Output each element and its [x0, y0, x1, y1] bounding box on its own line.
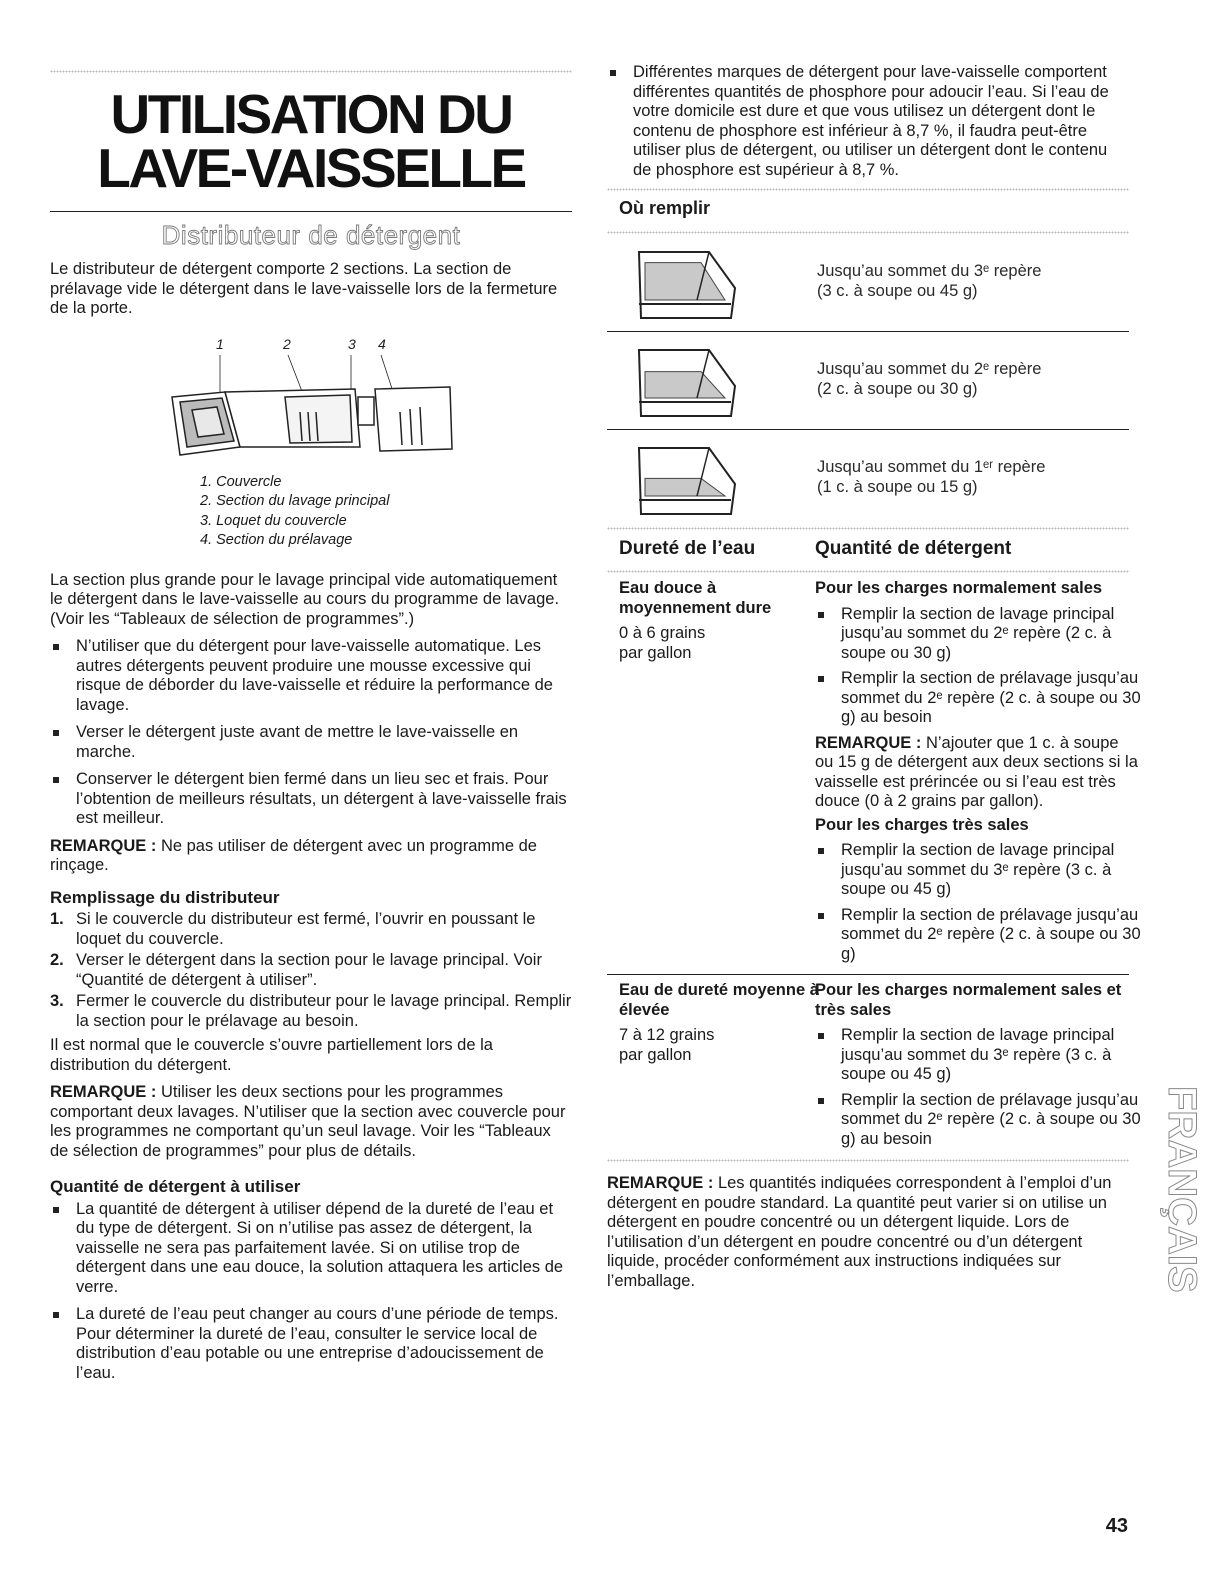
grains-unit: par gallon [619, 1045, 692, 1064]
remark-label: REMARQUE : [815, 733, 922, 752]
title-line-1: UTILISATION DU [110, 83, 512, 145]
caption-4: 4. Section du prélavage [200, 532, 353, 548]
step-text: Si le couvercle du distributeur est fermé, l’ouvrir en poussant le loquet du couvercle. [76, 910, 536, 948]
load-heading: Pour les charges normalement sales [815, 579, 1103, 597]
side-tab-text: FRANÇAIS [1160, 1086, 1204, 1293]
step-number: 2. [50, 951, 64, 969]
fill-level-text [817, 262, 1041, 301]
figure-number-1: 1 [216, 335, 224, 352]
lid-open-paragraph: Il est normal que le couvercle s’ouvre partiellement lors de la distribution du détergent. [50, 1036, 493, 1074]
figure-captions [50, 473, 572, 551]
remark-text: Les quantités indiquées correspondent à l’emploi d’un détergent en poudre standard. La quantité peut varier si on utilise un détergent en poudre concentré ou un détergent liquide. Lors de l’utilisation d’un détergent en poudre concentré ou d’un détergent liquide, procéder conformément aux instructions indiquées sur l’emballage. [607, 1174, 1112, 1290]
cup-1-icon [635, 444, 739, 516]
bullet-item: Remplir la section de lavage principal jusqu’au sommet du 3ᵉ repère (3 c. à soupe ou 45 g) [815, 841, 1141, 900]
remark-bottom [607, 1174, 1129, 1291]
intro-paragraph: Le distributeur de détergent comporte 2 sections. La section de prélavage vide le détergent dans le lave-vaisselle lors de la fermeture de la porte. [50, 260, 558, 317]
remark-text: Utiliser les deux sections pour les programmes comportant deux lavages. N’utiliser que la section avec couvercle pour les programmes ne comportant qu’un seul lavage. Voir les “Tableaux de sélection de programmes” pour plus de détails. [50, 1083, 566, 1160]
fill-level-text [817, 458, 1045, 497]
fill-level-amount: (1 c. à soupe ou 15 g) [817, 477, 978, 496]
water-cell [619, 573, 827, 970]
grains: 7 à 12 grains [619, 1026, 715, 1044]
rule [607, 527, 1129, 530]
fill-level-text [817, 360, 1041, 399]
load-heading: Pour les charges normalement sales et très sales [815, 981, 1122, 1019]
step-item [50, 992, 572, 1031]
col-quantity: Quantité de détergent [815, 538, 1012, 559]
bullet-item: Remplir la section de prélavage jusqu’au sommet du 2ᵉ repère (2 c. à soupe ou 30 g) au besoin [815, 669, 1141, 728]
bullet-item: N’utiliser que du détergent pour lave-vaisselle automatique. Les autres détergents peuvent produire une mousse excessive qui risque de déborder du lave-vaisselle et réduire la performance de lavage. [50, 637, 572, 715]
remark-text: Ne pas utiliser de détergent avec un programme de rinçage. [50, 836, 537, 874]
caption-2: 2. Section du lavage principal [200, 493, 390, 509]
quantity-cell [815, 975, 1141, 1155]
figure-number-2: 2 [283, 335, 291, 352]
grains: 0 à 6 grains [619, 624, 706, 642]
bullet-item: La dureté de l’eau peut changer au cours d’une période de temps. Pour déterminer la dureté de l’eau, consulter le service local de distribution d’eau potable ou une entreprise d’adoucissement de l’eau. [50, 1305, 572, 1383]
bullet-item: Remplir la section de lavage principal jusqu’au sommet du 3ᵉ repère (3 c. à soupe ou 45 g) [815, 1026, 1141, 1085]
remark-label: REMARQUE : [607, 1174, 714, 1192]
step-item [50, 910, 572, 949]
bullet-item: Remplir la section de prélavage jusqu’au sommet du 2ᵉ repère (2 c. à soupe ou 30 g) [815, 906, 1141, 965]
bullet-item: Remplir la section de prélavage jusqu’au sommet du 2ᵉ repère (2 c. à soupe ou 30 g) au besoin [815, 1091, 1141, 1150]
step-text: Fermer le couvercle du distributeur pour le lavage principal. Remplir la section pour le prélavage au besoin. [76, 992, 572, 1030]
title-line-2: LAVE-VAISSELLE [97, 137, 525, 199]
figure-number-4: 4 [378, 335, 386, 352]
section-subtitle: Distributeur de détergent [161, 220, 461, 250]
quantity-cell [815, 573, 1141, 970]
bullet-item: Remplir la section de lavage principal jusqu’au sommet du 2ᵉ repère (2 c. à soupe ou 30 g) [815, 605, 1141, 664]
water-type: Eau de dureté moyenne à élevée [619, 981, 819, 1019]
fill-level-amount: (2 c. à soupe ou 30 g) [817, 379, 978, 398]
dispenser-figure [50, 337, 572, 467]
remark-rinse [50, 837, 572, 876]
step-number: 1. [50, 910, 64, 928]
grains-unit: par gallon [619, 643, 692, 662]
hardness-row-soft [607, 573, 1141, 970]
rule [607, 188, 1129, 191]
bullet-item: Verser le détergent juste avant de mettre le lave-vaisselle en marche. [50, 723, 572, 762]
hardness-row-hard [607, 975, 1141, 1155]
fill-level-row [607, 234, 1129, 331]
phosphorus-bullet: Différentes marques de détergent pour lave-vaisselle comportent différentes quantités de phosphore pour adoucir l’eau. Si l’eau de votre domicile est dure et que vous utilisez un détergent dont le contenu de phosphore est inférieur à 8,7 %, il faudra peut-être utiliser plus de détergent, ou utiliser un détergent dont le contenu de phosphore est supérieur à 8,7 %. [607, 63, 1129, 180]
page-title [50, 83, 572, 199]
main-wash-paragraph: La section plus grande pour le lavage principal vide automatiquement le détergent dans le lave-vaisselle au cours du programme de lavage. (Voir les “Tableaux de sélection de programmes”.) [50, 570, 560, 628]
fill-level-line: Jusqu’au sommet du 2ᵉ repère [817, 360, 1042, 378]
fill-level-row [607, 430, 1129, 527]
hardness-table-header [607, 538, 1129, 560]
top-rule [50, 70, 572, 73]
title-rule [50, 211, 572, 212]
cup-2-icon [635, 346, 739, 418]
step-number: 3. [50, 992, 64, 1010]
caption-1: 1. Couvercle [200, 473, 282, 490]
page-number: 43 [1105, 1515, 1128, 1537]
fill-level-line: Jusqu’au sommet du 3ᵉ repère [817, 262, 1042, 280]
rule [607, 1159, 1129, 1162]
bullet-item: Conserver le détergent bien fermé dans un lieu sec et frais. Pour l’obtention de meilleurs résultats, un détergent à lave-vaisselle frais est meilleur. [50, 770, 572, 829]
remark-sections [50, 1083, 572, 1161]
fill-level-amount: (3 c. à soupe ou 45 g) [817, 281, 978, 300]
left-column [50, 0, 572, 1391]
load-heading: Pour les charges très sales [815, 815, 1029, 834]
right-column [607, 0, 1141, 1299]
dispenser-illustration [50, 337, 572, 467]
remark-text: N’ajouter que 1 c. à soupe ou 15 g de détergent aux deux sections si la vaisselle est prérincée ou si l’eau est très douce (0 à 2 grains par gallon). [815, 733, 1138, 810]
bullet-item: La quantité de détergent à utiliser dépend de la dureté de l’eau et du type de détergent. Si on n’utilise pas assez de détergent, la vaisselle ne sera pas parfaitement lavée. Si on utilise trop de détergent dans une eau douce, la solution attaquera les articles de verre. [50, 1200, 572, 1298]
step-text: Verser le détergent dans la section pour le lavage principal. Voir “Quantité de détergent à utiliser”. [76, 951, 542, 989]
fill-level-row [607, 332, 1129, 429]
heading-where-fill: Où remplir [619, 198, 711, 218]
col-hardness: Dureté de l’eau [619, 538, 756, 559]
step-item [50, 951, 572, 990]
remark-label: REMARQUE : [50, 836, 157, 855]
water-cell [619, 975, 827, 1155]
heading-quantity: Quantité de détergent à utiliser [50, 1177, 301, 1196]
caption-3: 3. Loquet du couvercle [200, 512, 347, 529]
figure-number-3: 3 [348, 335, 356, 352]
fill-level-line: Jusqu’au sommet du 1ᵉʳ repère [817, 458, 1046, 476]
language-side-tab [1155, 1082, 1204, 1342]
water-type: Eau douce à moyennement dure [619, 579, 772, 617]
remark-prerinsed [815, 734, 1141, 812]
remark-label: REMARQUE : [50, 1083, 157, 1101]
heading-filling: Remplissage du distributeur [50, 887, 280, 907]
cup-3-icon [635, 248, 739, 320]
